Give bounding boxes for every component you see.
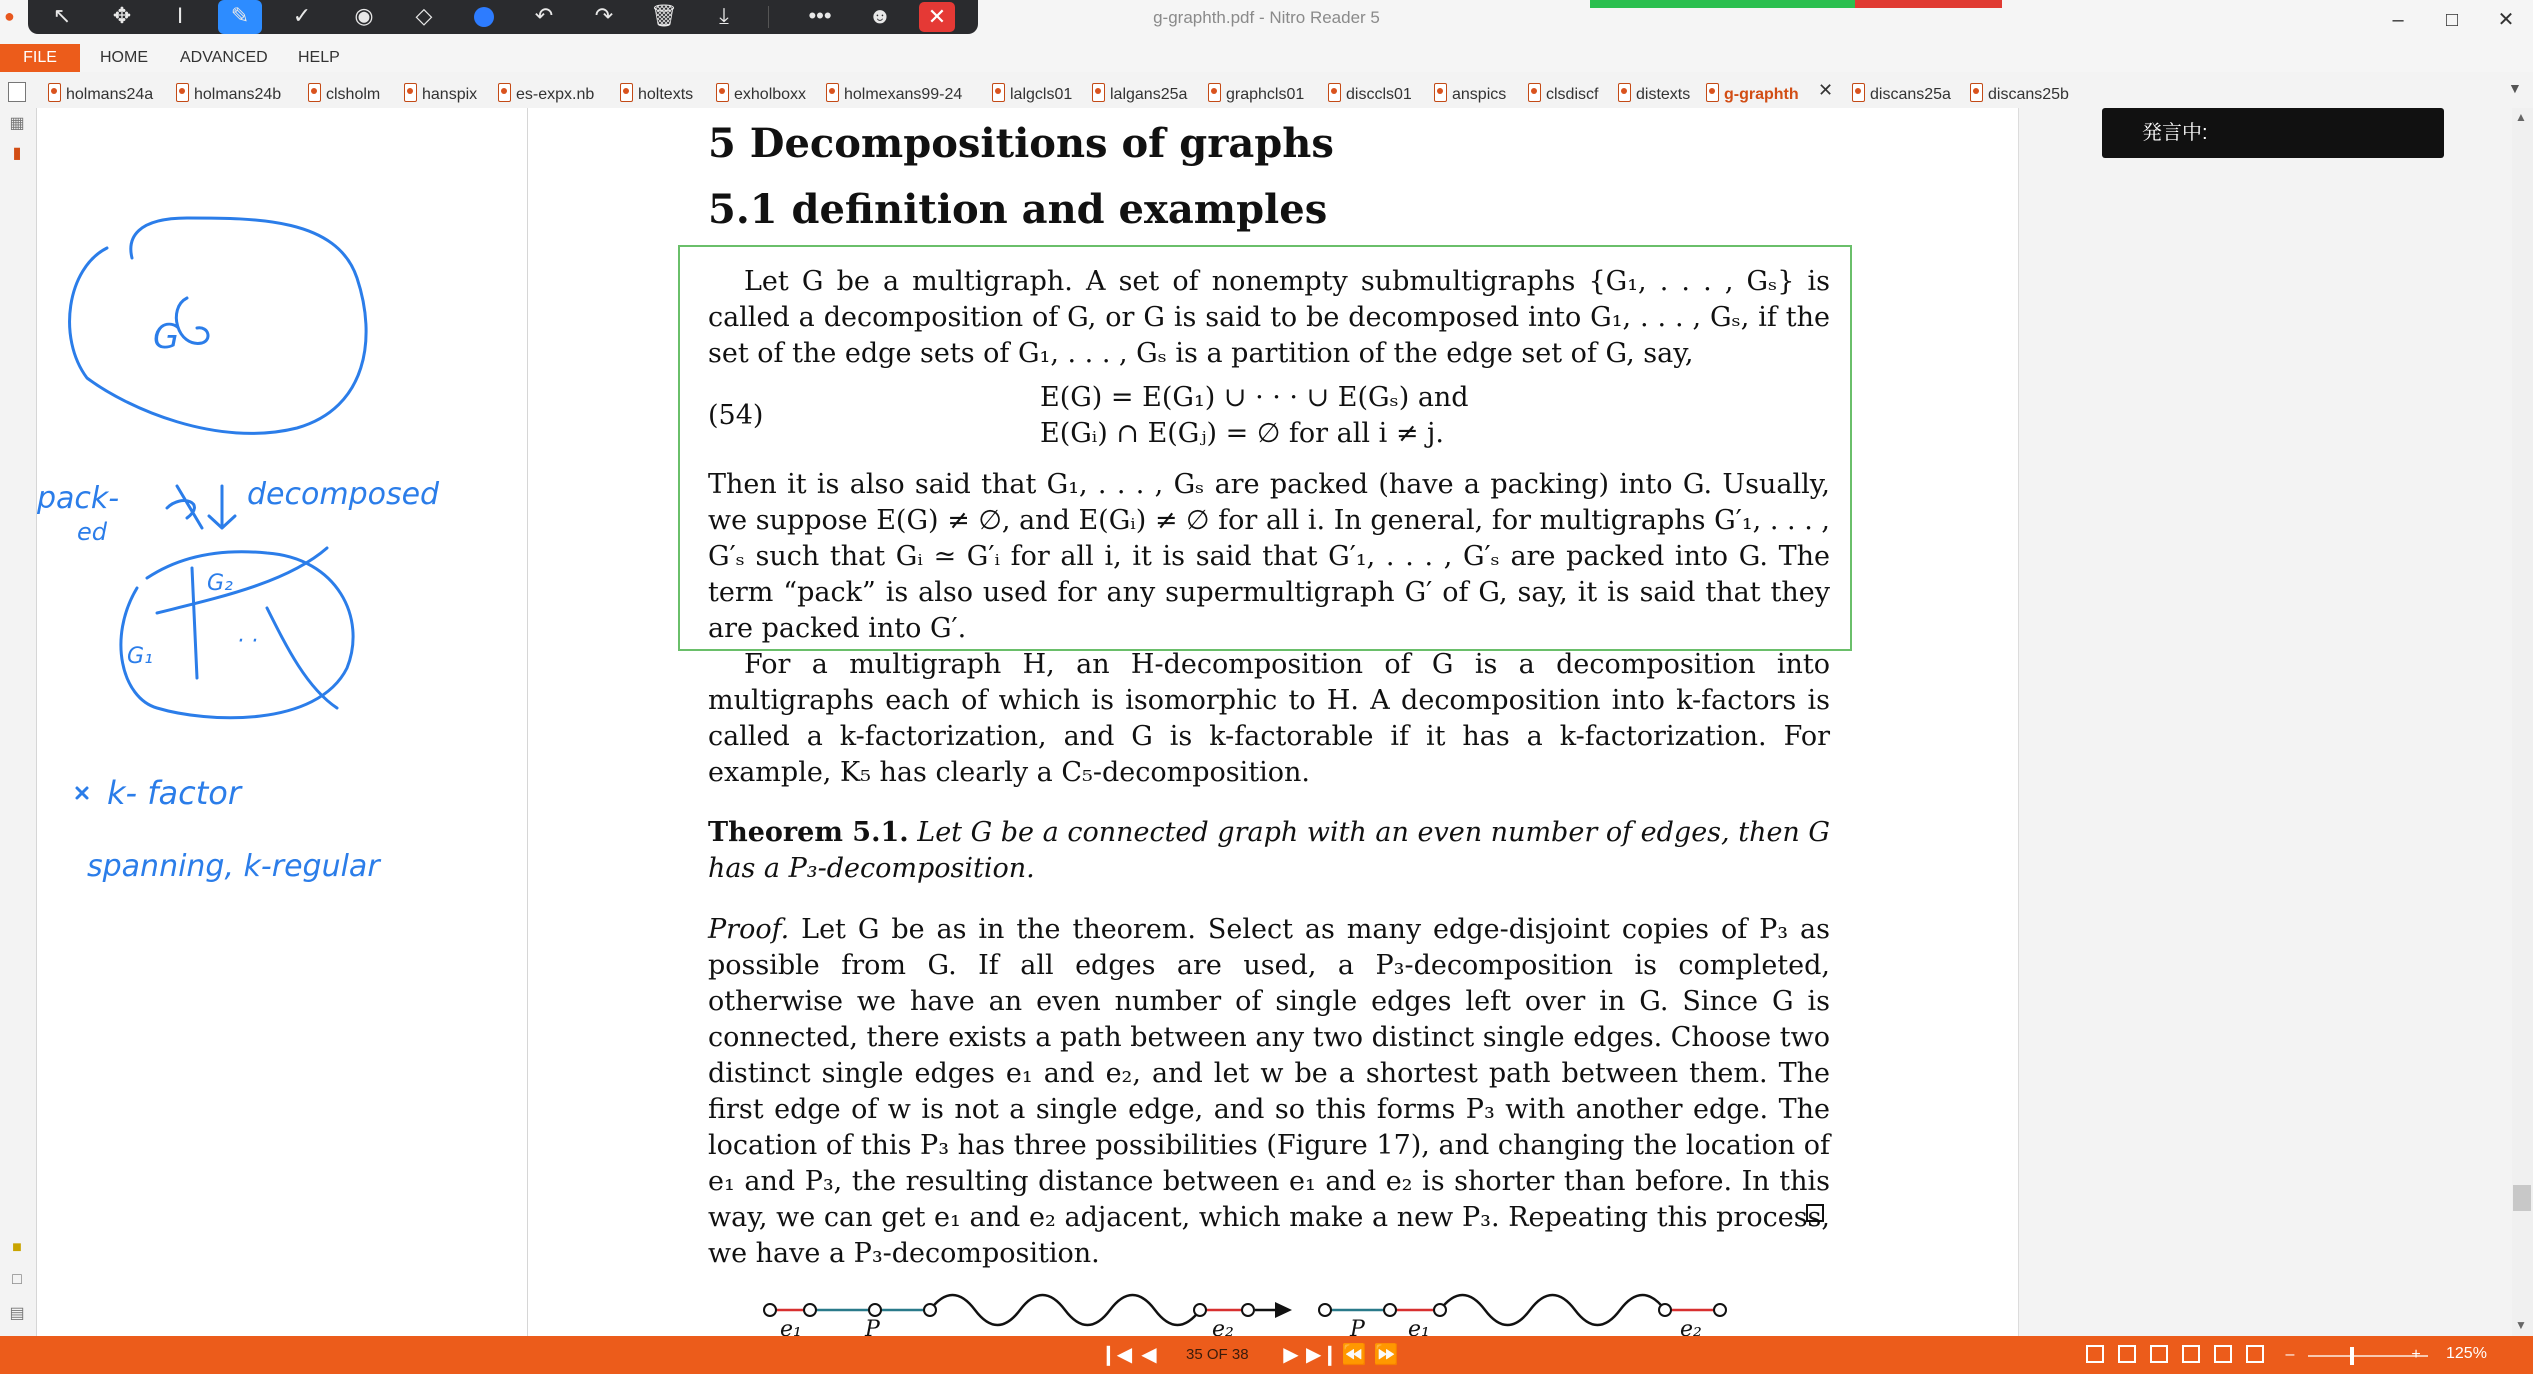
fig-label-e2-right: e₂ xyxy=(1680,1317,1702,1336)
single-page-view-icon[interactable] xyxy=(2086,1345,2104,1363)
scroll-up-icon[interactable]: ▲ xyxy=(2515,110,2527,124)
menu-bar xyxy=(0,40,2533,72)
tab-exholboxx[interactable] xyxy=(716,80,806,104)
tab-discans25a[interactable] xyxy=(1852,80,1951,104)
tab-label: holtexts xyxy=(638,86,694,103)
pdf-file-icon xyxy=(404,83,417,102)
ink-stroke-partition-vertical xyxy=(192,568,197,678)
pdf-file-icon xyxy=(498,83,511,102)
note-g2: G₂ xyxy=(207,571,233,596)
fig-vertex xyxy=(1194,1304,1206,1316)
fig-vertex xyxy=(1384,1304,1396,1316)
note-decomposed: decomposed xyxy=(247,477,440,512)
tab-holtexts[interactable] xyxy=(620,80,693,104)
tab-lalgcls01[interactable] xyxy=(992,80,1072,104)
tab-label: discans25a xyxy=(1870,86,1951,103)
tab-close-icon[interactable]: ✕ xyxy=(1818,80,1834,100)
pdf-pages-icon[interactable]: ▮ xyxy=(12,145,22,162)
tab-hanspix[interactable] xyxy=(404,80,477,104)
ink-annotations xyxy=(37,108,527,1336)
paragraph-h-decomposition: For a multigraph H, an H-decomposition of G is a decomposition into multigraphs each of which is isomorphic to H. A decomposition into k-factors is called a k-factorization, and G is k-factorable if it has a k-factorization. For example, K₅ has clearly a C₅-decomposition. xyxy=(708,649,1830,788)
tab-distexts[interactable] xyxy=(1618,80,1690,104)
download-icon[interactable]: ⤓ xyxy=(719,3,729,28)
tab-label: holmans24a xyxy=(66,86,154,103)
equation-line-1: E(G) = E(G₁) ∪ · · · ∪ E(Gₛ) and xyxy=(1040,382,1469,413)
tab-label: clsholm xyxy=(326,86,381,103)
tab-discans25b[interactable] xyxy=(1970,80,2069,104)
fig-arrow-head xyxy=(1275,1302,1292,1318)
note-k-factor: k- factor xyxy=(107,774,241,812)
fig-wavy-right xyxy=(1440,1295,1665,1325)
right-panel xyxy=(2018,108,2513,1336)
tab-label: graphcls01 xyxy=(1226,86,1305,103)
theorem xyxy=(708,815,1830,887)
speech-status-box: 発言中: xyxy=(2102,108,2444,158)
pdf-file-icon xyxy=(716,83,729,102)
proof-label: Proof. xyxy=(708,914,790,945)
fig-vertex xyxy=(1434,1304,1446,1316)
note-ed: ed xyxy=(77,518,107,546)
check-icon[interactable]: ✓ xyxy=(292,3,312,28)
pdf-file-icon xyxy=(1208,83,1221,102)
progress-indicator-green xyxy=(1590,0,1855,8)
scrollbar-thumb[interactable] xyxy=(2513,1185,2531,1211)
back-view-icon[interactable]: ⏪ xyxy=(1341,1344,1367,1366)
ink-stroke-partition-diagonal xyxy=(157,548,327,613)
menu-file[interactable]: FILE xyxy=(0,44,80,72)
text-cursor-icon[interactable]: I xyxy=(176,3,184,28)
cursor-icon[interactable]: ↖ xyxy=(52,3,72,28)
zoom-in-icon[interactable]: + xyxy=(2411,1346,2421,1363)
equation-number: (54) xyxy=(708,400,764,431)
proof xyxy=(708,912,1830,1272)
tab-label: lalgcls01 xyxy=(1010,86,1073,103)
fig-vertex xyxy=(1714,1304,1726,1316)
maximize-button[interactable]: □ xyxy=(2445,9,2459,31)
move-icon[interactable]: ✥ xyxy=(112,3,132,28)
ink-stroke-k-factor-dot xyxy=(77,788,87,798)
tab-label: discans25b xyxy=(1988,86,2069,103)
theorem-text: Let G be a connected graph with an even number of edges, then G has a P₃-decomposition. xyxy=(708,817,1830,884)
stamp-icon[interactable]: ◉ xyxy=(354,3,374,28)
pdf-file-icon xyxy=(1328,83,1341,102)
pdf-file-icon xyxy=(1528,83,1541,102)
fig-vertex xyxy=(1659,1304,1671,1316)
window-close-button[interactable]: ✕ xyxy=(2497,9,2515,31)
tab-label: hanspix xyxy=(422,86,478,103)
pdf-file-icon xyxy=(1970,83,1983,102)
theorem-label: Theorem 5.1. xyxy=(708,817,909,848)
left-sidebar xyxy=(0,108,37,1336)
fit-width-icon[interactable] xyxy=(2214,1345,2232,1363)
continuous-view-icon[interactable] xyxy=(2118,1345,2136,1363)
fig-label-p-right: P xyxy=(1350,1317,1365,1336)
facing-view-icon[interactable] xyxy=(2150,1345,2168,1363)
zoom-slider-handle[interactable] xyxy=(2350,1347,2354,1365)
note-g-label: G xyxy=(153,317,180,357)
fig-vertex xyxy=(869,1304,881,1316)
pen-icon[interactable]: ✎ xyxy=(218,0,262,34)
prev-page-icon[interactable]: ◀ xyxy=(1141,1344,1157,1366)
paragraph-definition: Let G be a multigraph. A set of nonempty submultigraphs {G₁, . . . , Gₛ} is called a decomposition of G, or G is said to be decomposed into G₁, . . . , Gₛ, if the set of the edge sets of G₁, . . . , Gₛ is a partition of the edge set of G, say, xyxy=(708,266,1830,369)
menu-home[interactable]: HOME xyxy=(100,49,148,66)
user-settings-icon[interactable]: ☻ xyxy=(868,3,892,28)
note-g1: G₁ xyxy=(127,644,153,669)
first-page-icon[interactable]: ❙◀ xyxy=(1100,1344,1133,1366)
minimize-button[interactable]: – xyxy=(2392,9,2404,31)
pdf-file-icon xyxy=(992,83,1005,102)
close-icon[interactable]: ✕ xyxy=(919,2,955,32)
pdf-file-icon xyxy=(176,83,189,102)
pdf-file-icon xyxy=(308,83,321,102)
menu-help[interactable]: HELP xyxy=(298,49,340,66)
pdf-file-icon xyxy=(48,83,61,102)
eraser-icon[interactable]: ◇ xyxy=(415,3,433,28)
undo-icon[interactable]: ↶ xyxy=(534,3,554,28)
page-indicator[interactable]: 35 OF 38 xyxy=(1186,1346,1249,1363)
equation-line-2: E(Gᵢ) ∩ E(Gⱼ) = ∅ for all i ≠ j. xyxy=(1040,418,1444,449)
ink-stroke-g-letter xyxy=(176,298,208,343)
tab-list-dropdown-icon[interactable]: ▼ xyxy=(2508,80,2522,96)
facing-continuous-view-icon[interactable] xyxy=(2182,1345,2200,1363)
tab-label: exholboxx xyxy=(734,86,807,103)
ink-toolbar xyxy=(28,0,978,34)
tab-lalgans25a[interactable] xyxy=(1092,80,1187,104)
forward-view-icon[interactable]: ⏩ xyxy=(1373,1344,1399,1366)
qed-box xyxy=(1806,1204,1824,1222)
tab-label: es-expx.nb xyxy=(516,86,595,103)
tab-holmans24b[interactable] xyxy=(176,80,281,104)
pdf-file-icon xyxy=(826,83,839,102)
page-icon[interactable] xyxy=(8,82,26,102)
toolbar-separator xyxy=(768,6,769,28)
scroll-down-icon[interactable]: ▼ xyxy=(2515,1318,2527,1332)
note-dots: · · xyxy=(237,629,258,654)
tab-label: anspics xyxy=(1452,86,1507,103)
menu-advanced[interactable]: ADVANCED xyxy=(180,49,268,66)
nitro-logo-icon: ● xyxy=(4,6,15,26)
tab-clsholm[interactable] xyxy=(308,80,380,104)
note-spanning: spanning, k-regular xyxy=(87,849,380,884)
fig-vertex xyxy=(764,1304,776,1316)
bookmarks-icon[interactable]: ▦ xyxy=(9,115,25,132)
trash-icon[interactable]: 🗑 xyxy=(650,3,678,28)
fig-wavy-left xyxy=(930,1295,1200,1325)
pdf-file-icon xyxy=(1852,83,1865,102)
fig-label-e1-right: e₁ xyxy=(1408,1317,1430,1336)
note-pack: pack- xyxy=(37,481,120,516)
tab-label: clsdiscf xyxy=(1546,86,1599,103)
ink-stroke-p-cross xyxy=(167,486,202,528)
tab-es-expx[interactable] xyxy=(498,80,594,104)
tab-disccls01[interactable] xyxy=(1328,80,1412,104)
tab-label: g-graphth xyxy=(1724,86,1799,103)
fit-page-icon[interactable] xyxy=(2246,1345,2264,1363)
zoom-out-icon[interactable]: – xyxy=(2285,1346,2295,1363)
progress-indicator-red xyxy=(1855,0,2002,8)
section-heading: 5 Decompositions of graphs xyxy=(708,120,1334,167)
tab-label: distexts xyxy=(1636,86,1691,103)
fig-vertex xyxy=(924,1304,936,1316)
fig-vertex xyxy=(804,1304,816,1316)
paragraph-packing: Then it is also said that G₁, . . . , Gₛ are packed (have a packing) into G. Usually, we suppose E(G) ≠ ∅, and E(Gᵢ) ≠ ∅ for all i. In general, for multigraphs G′₁, . . . , G′ₛ such that Gᵢ ≃ G′ᵢ for all i, it is said that G′₁, . . . , G′ₛ are packed into G. The term “pack” is also used for any supermultigraph G′ of G, say, it is said that they are packed into G′. xyxy=(708,469,1830,644)
zoom-level[interactable]: 125% xyxy=(2446,1345,2487,1362)
next-page-icon[interactable]: ▶ xyxy=(1283,1344,1299,1366)
tab-g-graphth[interactable] xyxy=(1706,80,1799,104)
tab-anspics[interactable] xyxy=(1434,80,1506,104)
comments-icon[interactable]: ■ xyxy=(12,1239,22,1256)
pdf-file-icon xyxy=(1618,83,1631,102)
fig-label-p-left: P xyxy=(865,1317,880,1336)
fig-label-e2-left: e₂ xyxy=(1212,1317,1234,1336)
fig-vertex xyxy=(1242,1304,1254,1316)
tab-label: lalgans25a xyxy=(1110,86,1188,103)
pdf-file-icon xyxy=(1706,83,1719,102)
layers-icon[interactable]: ▤ xyxy=(9,1305,25,1322)
ink-stroke-down-arrow xyxy=(209,486,235,528)
pdf-file-icon xyxy=(1092,83,1105,102)
vertical-scrollbar[interactable] xyxy=(2512,108,2533,1336)
document-tab-bar xyxy=(0,74,2533,109)
tab-label: disccls01 xyxy=(1346,86,1412,103)
window-title: g-graphth.pdf - Nitro Reader 5 xyxy=(1153,8,1380,27)
attachments-icon[interactable]: □ xyxy=(12,1271,22,1288)
pdf-file-icon xyxy=(620,83,633,102)
last-page-icon[interactable]: ▶❙ xyxy=(1306,1344,1339,1366)
tab-holmans24a[interactable] xyxy=(48,80,153,104)
pdf-file-icon xyxy=(1434,83,1447,102)
subsection-heading: 5.1 definition and examples xyxy=(708,186,1328,233)
more-icon[interactable]: ••• xyxy=(808,3,832,28)
tab-label: holmexans99-24 xyxy=(844,86,963,103)
tab-graphcls01[interactable] xyxy=(1208,80,1304,104)
redo-icon[interactable]: ↷ xyxy=(594,3,614,28)
ink-stroke-blob-g xyxy=(70,218,367,433)
fig-label-e1-left: e₁ xyxy=(780,1317,802,1336)
fig-vertex xyxy=(1319,1304,1331,1316)
tab-label: holmans24b xyxy=(194,86,282,103)
proof-text: Let G be as in the theorem. Select as many edge-disjoint copies of P₃ as possible from G. If all edges are used, a P₃-decomposition is completed, otherwise we have an even number of single edges left over in G. Since G is connected, there exists a path between any two distinct single edges. Choose two distinct single edges e₁ and e₂, and let w be a shortest path between them. The first edge of w is not a single edge, and so this forms P₃ with another edge. The location of this P₃ has three possibilities (Figure 17), and changing the location of e₁ and P₃, the resulting distance between e₁ and e₂ is shorter than before. In this way, we can get e₁ and e₂ adjacent, which make a new P₃. Repeating this process, we have a P₃-decomposition. xyxy=(708,914,1830,1269)
color-dot-icon[interactable] xyxy=(462,0,506,34)
tab-clsdiscf[interactable] xyxy=(1528,80,1598,104)
figure-17 xyxy=(700,1270,1830,1336)
tab-holmexans99-24[interactable] xyxy=(826,80,962,104)
